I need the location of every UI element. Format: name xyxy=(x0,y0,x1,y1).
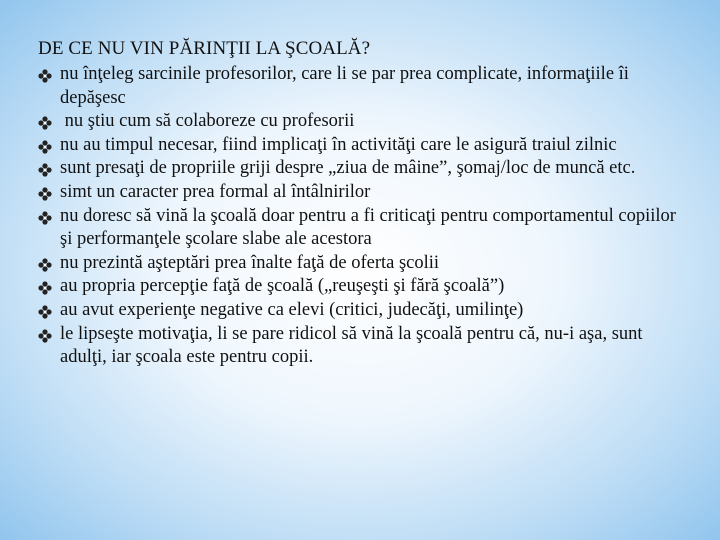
diamond-clover-bullet-icon xyxy=(38,305,52,319)
list-item-text: le lipseşte motivaţia, li se pare ridicol să vină la şcoală pentru că, nu-i aşa, sunt adulţi, iar şcoala este pentru copii. xyxy=(60,323,643,368)
list-item-text: sunt presaţi de propriile griji despre „ziua de mâine”, şomaj/loc de muncă etc. xyxy=(60,158,636,179)
list-item xyxy=(38,275,688,299)
list-item-text: nu doresc să vină la şcoală doar pentru a fi criticaţi pentru comportamentul copiilor şi performanţele şcolare slabe ale acestora xyxy=(60,205,676,250)
list-item xyxy=(38,181,688,205)
diamond-clover-bullet-icon xyxy=(38,211,52,225)
list-item-text: nu prezintă aşteptări prea înalte faţă de oferta şcolii xyxy=(60,252,440,273)
list-item xyxy=(38,252,688,276)
list-item xyxy=(38,110,688,134)
slide-title: DE CE NU VIN PĂRINŢII LA ŞCOALĂ? xyxy=(38,38,371,59)
list-item-text: au avut experienţe negative ca elevi (critici, judecăţi, umilinţe) xyxy=(60,299,524,320)
list-item xyxy=(38,205,688,252)
list-item-text: nu au timpul necesar, fiind implicaţi în activităţi care le asigură traiul zilnic xyxy=(60,134,617,155)
bullet-list xyxy=(38,63,688,370)
list-item-text: nu ştiu cum să colaboreze cu profesorii xyxy=(60,111,355,132)
diamond-clover-bullet-icon xyxy=(38,187,52,201)
list-item xyxy=(38,323,688,370)
diamond-clover-bullet-icon xyxy=(38,163,52,177)
list-item-text: simt un caracter prea formal al întâlnirilor xyxy=(60,181,371,202)
list-item xyxy=(38,134,688,158)
diamond-clover-bullet-icon xyxy=(38,140,52,154)
diamond-clover-bullet-icon xyxy=(38,281,52,295)
list-item xyxy=(38,63,688,110)
list-item xyxy=(38,157,688,181)
slide-content xyxy=(38,36,688,370)
list-item xyxy=(38,299,688,323)
diamond-clover-bullet-icon xyxy=(38,329,52,343)
list-item-text: au propria percepţie faţă de şcoală („reuşeşti şi fără şcoală”) xyxy=(60,276,505,297)
list-item-text: nu înţeleg sarcinile profesorilor, care li se par prea complicate, informaţiile îi depăşesc xyxy=(60,64,629,108)
diamond-clover-bullet-icon xyxy=(38,258,52,272)
diamond-clover-bullet-icon xyxy=(38,116,52,130)
diamond-clover-bullet-icon xyxy=(38,69,52,83)
